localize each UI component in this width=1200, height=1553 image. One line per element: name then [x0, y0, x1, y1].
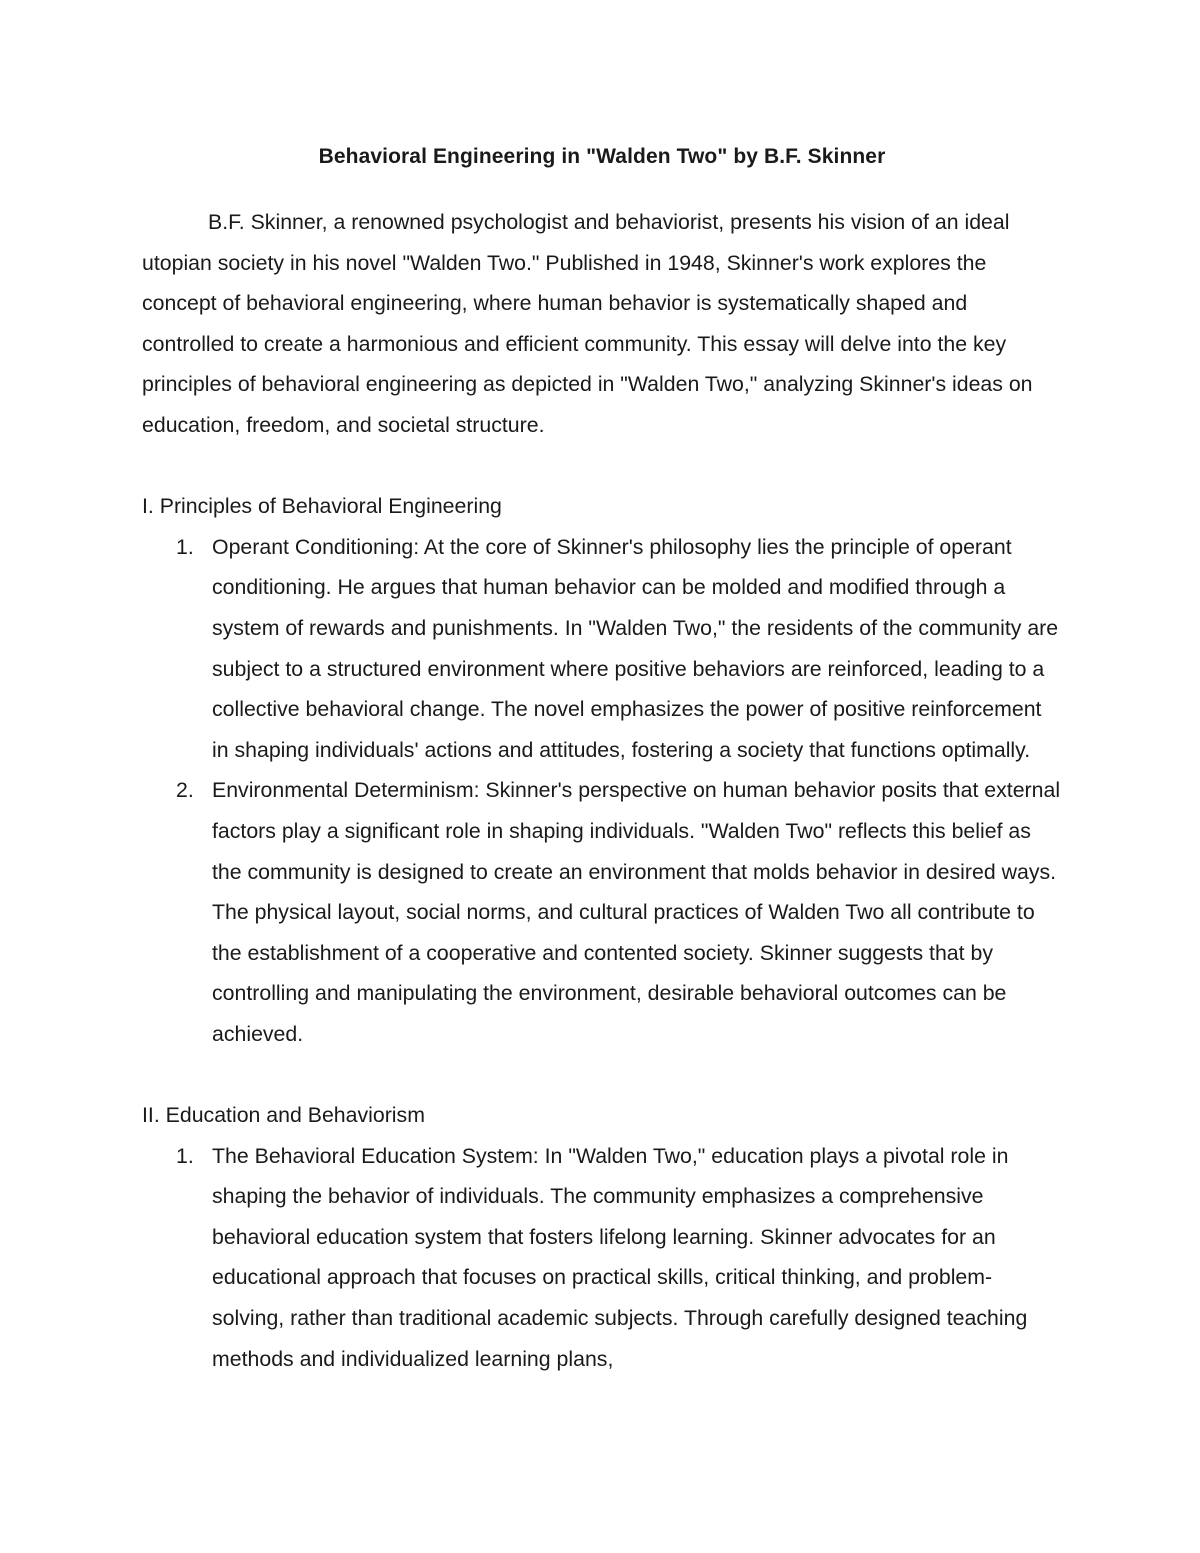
list-number: 2. [176, 778, 194, 803]
list-number: 1. [176, 1143, 194, 1168]
intro-paragraph: B.F. Skinner, a renowned psychologist and behaviorist, presents his vision of an ideal utopian society in his novel "Walden Two." Published in 1948, Skinner's work explores the concept of behavioral engineering, where human behavior is systematically shaped and controlled to create a harmonious and efficient community. This essay will delve into the key principles of behavioral engineering as depicted in "Walden Two," analyzing Skinner's ideas on education, freedom, and societal structure. [142, 210, 1033, 437]
list-number: 1. [176, 534, 194, 559]
document-page [142, 140, 1062, 1379]
document-title: Behavioral Engineering in "Walden Two" by B.F. Skinner [318, 145, 886, 168]
list-item [142, 770, 1062, 1054]
numbered-list [142, 527, 1062, 1055]
section-education [142, 1095, 1062, 1379]
numbered-list [142, 1136, 1062, 1380]
section-principles [142, 486, 1062, 1054]
list-item-text: Operant Conditioning: At the core of Skinner's philosophy lies the principle of operant conditioning. He argues that human behavior can be molded and modified through a system of rewards and punishments. In "Walden Two," the residents of the community are subject to a structured environment where positive behaviors are reinforced, leading to a collective behavioral change. The novel emphasizes the power of positive reinforcement in shaping individuals' actions and attitudes, fostering a society that functions optimally. [212, 534, 1059, 762]
section-heading: I. Principles of Behavioral Engineering [142, 494, 502, 519]
list-item-text: The Behavioral Education System: In "Walden Two," education plays a pivotal role in shaping the behavior of individuals. The community emphasizes a comprehensive behavioral education system that fosters lifelong learning. Skinner advocates for an educational approach that focuses on practical skills, critical thinking, and problem-solving, rather than traditional academic subjects. Through carefully designed teaching methods and individualized learning plans, [212, 1143, 1028, 1371]
list-item [142, 1136, 1062, 1380]
spacer [142, 1054, 1062, 1095]
list-item [142, 527, 1062, 771]
section-heading: II. Education and Behaviorism [142, 1103, 425, 1128]
list-item-text: Environmental Determinism: Skinner's perspective on human behavior posits that external factors play a significant role in shaping individuals. "Walden Two" reflects this belief as the community is designed to create an environment that molds behavior in desired ways. The physical layout, social norms, and cultural practices of Walden Two all contribute to the establishment of a cooperative and contented society. Skinner suggests that by controlling and manipulating the environment, desirable behavioral outcomes can be achieved. [212, 778, 1061, 1046]
spacer [142, 446, 1062, 487]
